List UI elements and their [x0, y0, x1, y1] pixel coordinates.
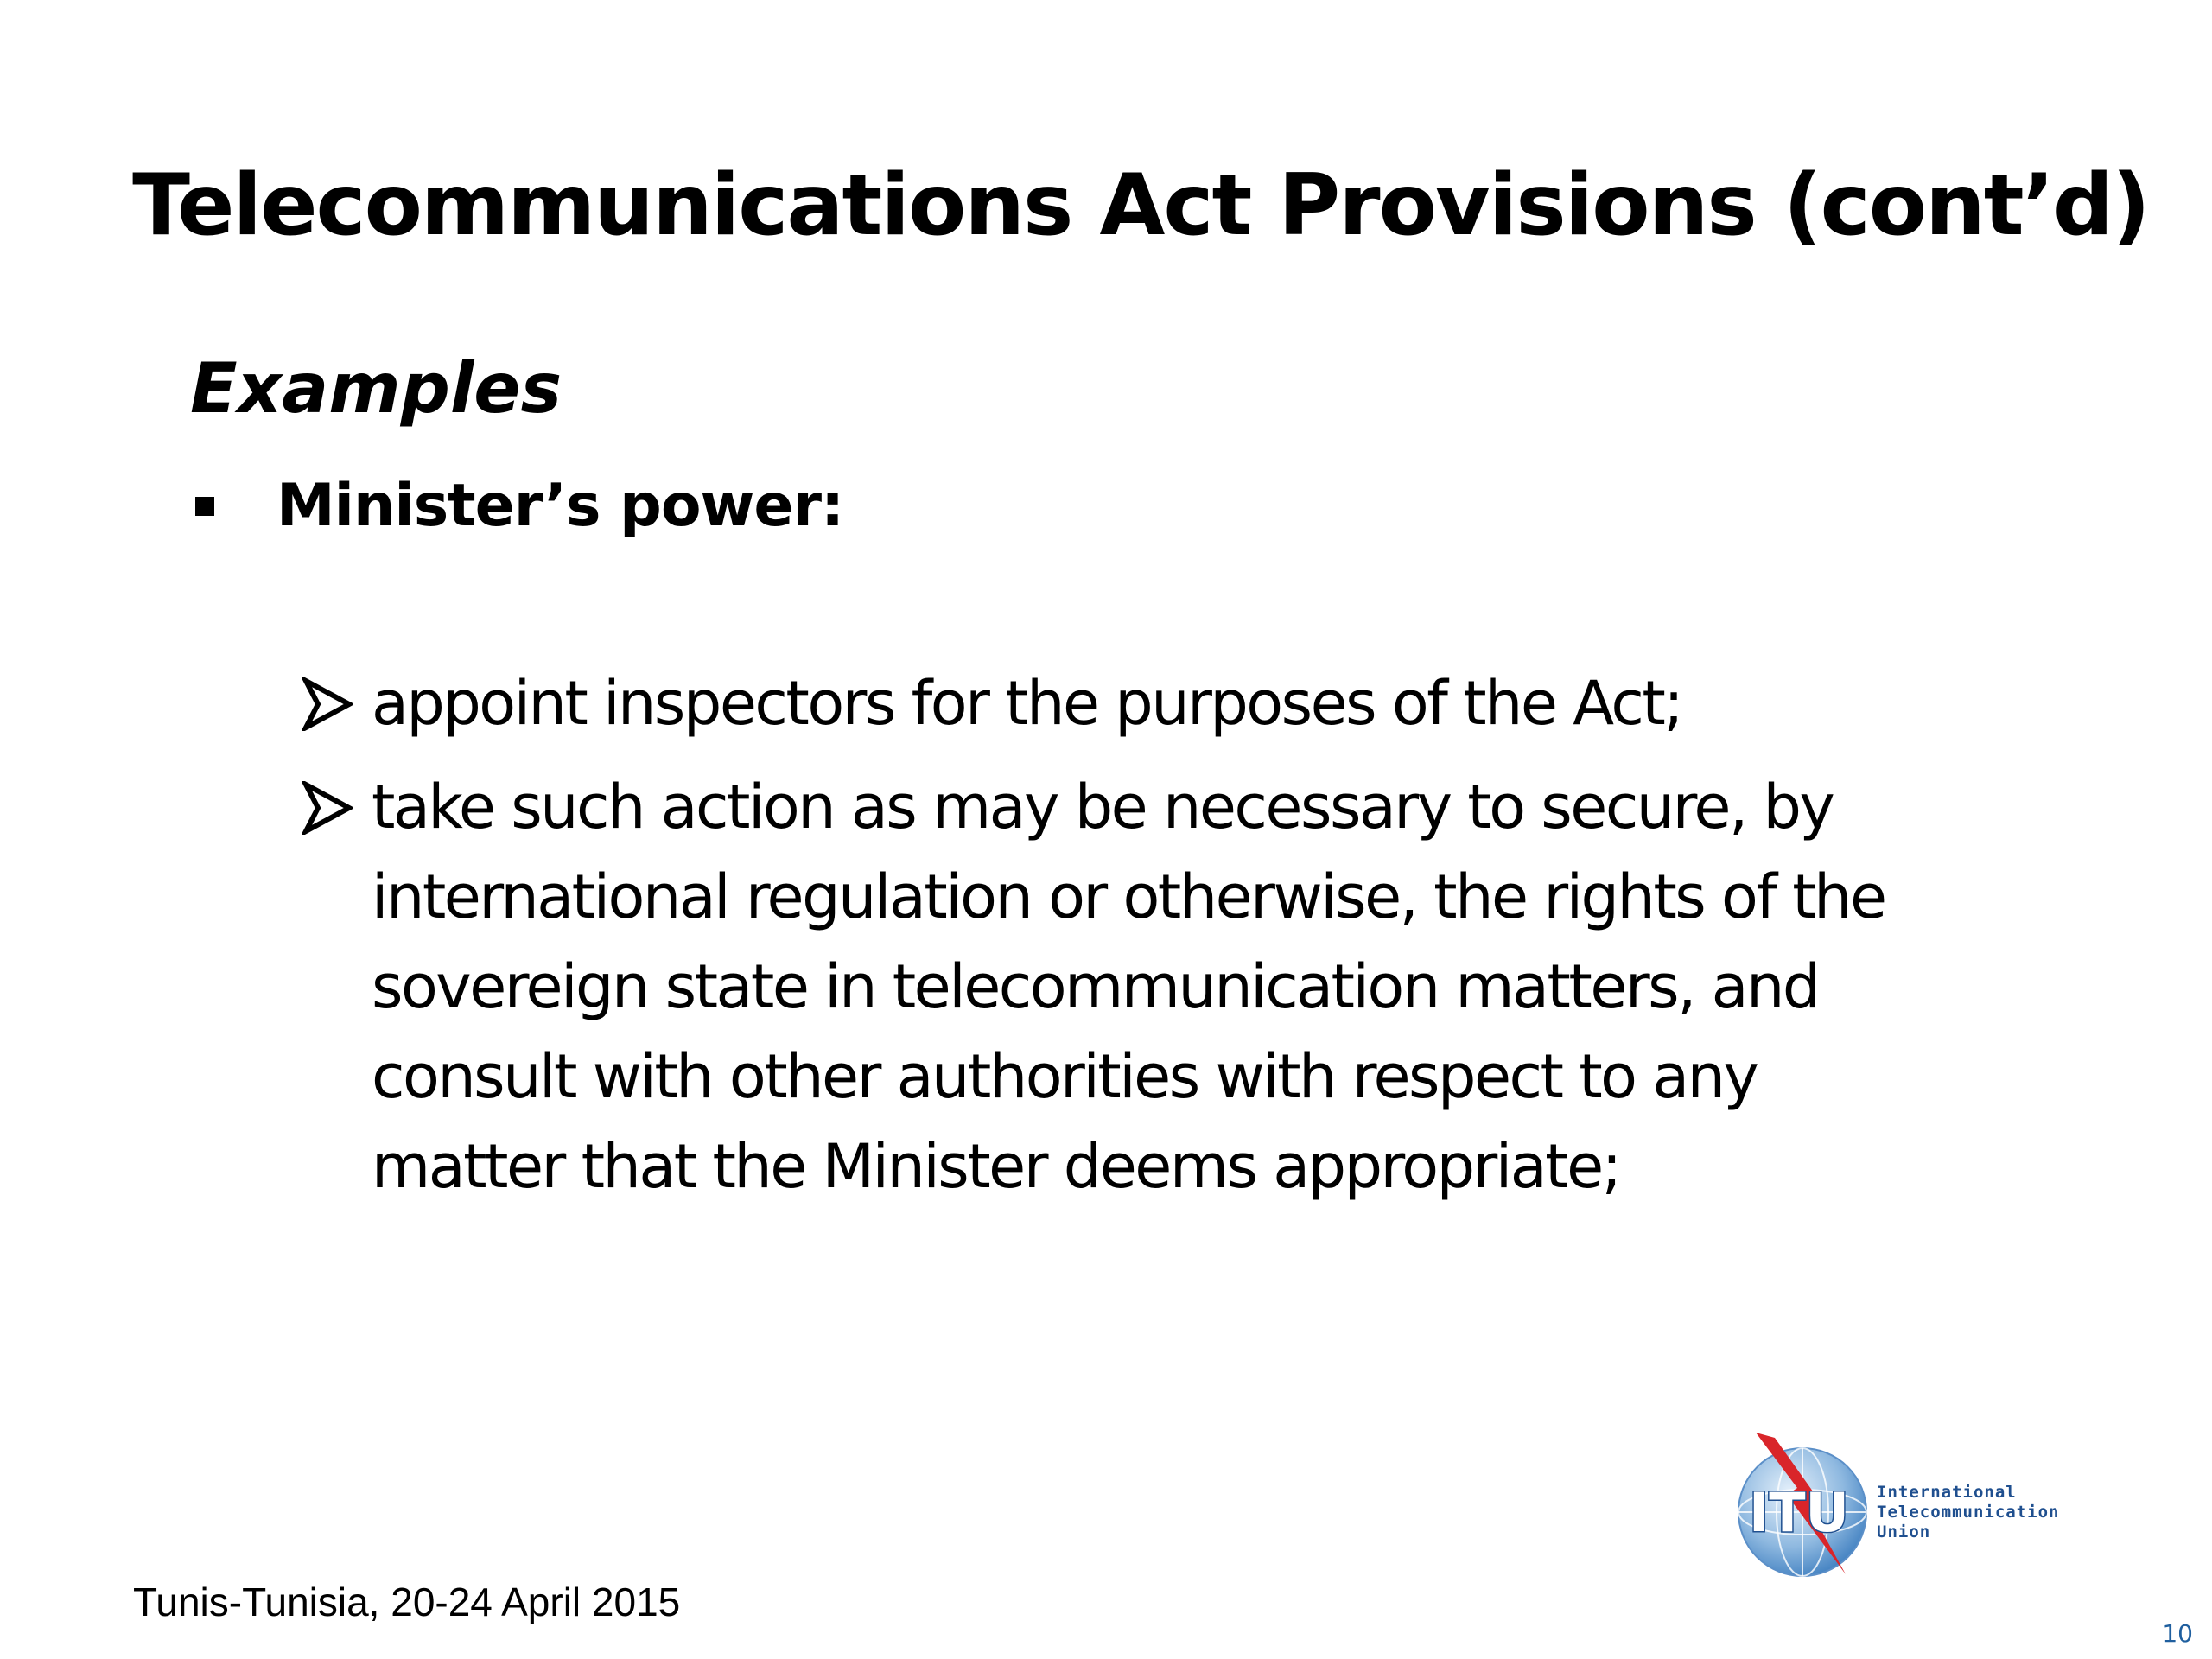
itu-name-line: Telecommunication	[1877, 1503, 2060, 1522]
itu-name	[1877, 1483, 2059, 1542]
sub-bullet-line: consult with other authorities with respect to any	[372, 1041, 1758, 1112]
sub-bullet-list	[302, 658, 2031, 1225]
bullet-label: Minister’s power:	[276, 472, 844, 540]
sub-bullet-item	[302, 762, 2031, 1211]
sub-bullet-line: matter that the Minister deems appropriate;	[372, 1131, 1620, 1202]
footer-location-date: Tunis-Tunisia, 20-24 April 2015	[133, 1580, 681, 1624]
sub-bullet-line: appoint inspectors for the purposes of the Act;	[372, 668, 1682, 739]
square-bullet-icon	[195, 497, 214, 516]
itu-name-line: International	[1877, 1483, 2017, 1502]
sub-bullet-item	[302, 658, 2031, 748]
sub-bullet-line: sovereign state in telecommunication matters, and	[372, 951, 1819, 1022]
bullet-ministers-power	[195, 463, 843, 550]
itu-acronym: ITU	[1749, 1481, 1849, 1544]
slide-title: Telecommunications Act Provisions (cont’d)	[132, 156, 2149, 255]
itu-name-line: Union	[1877, 1522, 1931, 1541]
arrow-bullet-icon	[302, 781, 353, 835]
examples-heading: Examples	[190, 348, 563, 429]
arrow-bullet-icon	[302, 677, 353, 731]
sub-bullet-line: international regulation or otherwise, the rights of the	[372, 861, 1885, 932]
sub-bullet-line: take such action as may be necessary to secure, by	[372, 772, 1834, 842]
itu-logo	[1737, 1426, 2126, 1590]
page-number: 10	[2162, 1619, 2193, 1648]
itu-globe-icon	[1737, 1426, 1884, 1590]
